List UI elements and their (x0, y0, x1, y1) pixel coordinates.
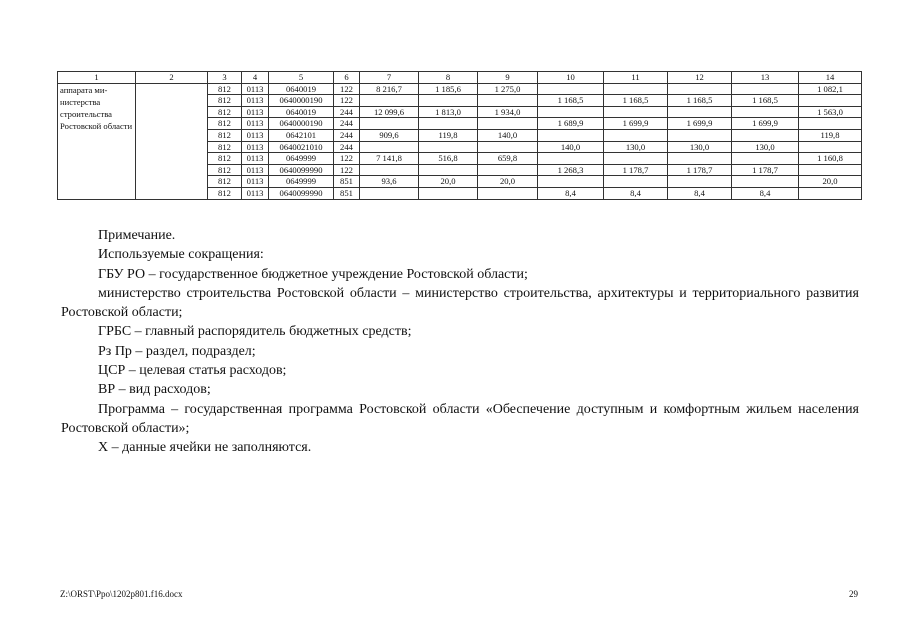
table-cell: 1 178,7 (604, 164, 668, 176)
table-cell (478, 187, 538, 199)
column-header: 6 (334, 72, 360, 84)
table-cell (419, 118, 478, 130)
table-cell: 1 168,5 (538, 95, 604, 107)
footer-file-path: Z:\ORST\Ppo\1202p801.f16.docx (60, 589, 183, 599)
note-line: ЦСР – целевая статья расходов; (98, 363, 287, 379)
table-cell (604, 176, 668, 188)
table-cell: 0640099990 (269, 164, 334, 176)
table-cell: 0640019 (269, 106, 334, 118)
table-cell: 1 160,8 (799, 153, 862, 165)
table-cell: 1 178,7 (668, 164, 732, 176)
table-cell: 0113 (242, 118, 269, 130)
table-cell (419, 95, 478, 107)
table-cell: 1 275,0 (478, 83, 538, 95)
table-cell (668, 83, 732, 95)
table-cell: 8 216,7 (360, 83, 419, 95)
notes-section (61, 226, 859, 458)
table-cell (419, 164, 478, 176)
table-cell: 122 (334, 95, 360, 107)
table-cell: 244 (334, 106, 360, 118)
table-cell (478, 141, 538, 153)
table-cell (799, 164, 862, 176)
table-cell: 812 (208, 164, 242, 176)
table-cell: 1 563,0 (799, 106, 862, 118)
table-cell: 1 168,5 (668, 95, 732, 107)
note-line: ГБУ РО – государственное бюджетное учреждение Ростовской области; (98, 266, 528, 282)
table-cell: 0649999 (269, 153, 334, 165)
table-cell: 812 (208, 153, 242, 165)
table-cell: 130,0 (732, 141, 799, 153)
column-header: 9 (478, 72, 538, 84)
table-cell: 0113 (242, 153, 269, 165)
column-header: 13 (732, 72, 799, 84)
table-cell (538, 176, 604, 188)
table-cell: 0640000190 (269, 95, 334, 107)
table-cell (538, 106, 604, 118)
page-number: 29 (849, 589, 858, 599)
table-cell: 0113 (242, 95, 269, 107)
table-cell (478, 164, 538, 176)
table-cell (360, 141, 419, 153)
table-cell: 0640000190 (269, 118, 334, 130)
table-cell (604, 153, 668, 165)
table-cell: 20,0 (478, 176, 538, 188)
table-cell: 7 141,8 (360, 153, 419, 165)
table-cell (732, 153, 799, 165)
table-cell: 8,4 (732, 187, 799, 199)
table-cell: 8,4 (538, 187, 604, 199)
note-line: ГРБС – главный распорядитель бюджетных средств; (98, 324, 412, 340)
table-cell: 0113 (242, 129, 269, 141)
table-cell: 812 (208, 141, 242, 153)
table-cell: 812 (208, 187, 242, 199)
table-cell: 12 099,6 (360, 106, 419, 118)
table-cell: 244 (334, 129, 360, 141)
table-cell: 122 (334, 83, 360, 95)
table-cell: 244 (334, 141, 360, 153)
note-line: Рз Пр – раздел, подраздел; (98, 343, 256, 359)
table-cell: 909,6 (360, 129, 419, 141)
table-cell: 0642101 (269, 129, 334, 141)
column-header: 14 (799, 72, 862, 84)
table-cell: 119,8 (419, 129, 478, 141)
table-cell: 244 (334, 118, 360, 130)
column-header: 3 (208, 72, 242, 84)
table-cell: 122 (334, 164, 360, 176)
table-cell: 122 (334, 153, 360, 165)
table-cell: 130,0 (668, 141, 732, 153)
table-cell: 20,0 (799, 176, 862, 188)
table-cell (799, 187, 862, 199)
table-cell (604, 106, 668, 118)
table-cell: 93,6 (360, 176, 419, 188)
table-row (58, 83, 862, 95)
table-cell: 0113 (242, 83, 269, 95)
table-cell (668, 129, 732, 141)
table-cell: 659,8 (478, 153, 538, 165)
table-cell (799, 95, 862, 107)
table-cell: 1 699,9 (604, 118, 668, 130)
table-cell: 8,4 (668, 187, 732, 199)
empty-column-2-cell (136, 83, 208, 199)
table-cell: 0113 (242, 164, 269, 176)
table-cell (668, 106, 732, 118)
table-cell: 0640099990 (269, 187, 334, 199)
table-cell (604, 83, 668, 95)
table-cell (538, 83, 604, 95)
note-line: Программа – государственная программа Ростовской области «Обеспечение доступным и комфортным жильем населения Ростовской области»; (61, 401, 859, 436)
table-cell: 1 082,1 (799, 83, 862, 95)
table-cell: 1 689,9 (538, 118, 604, 130)
table-cell (360, 95, 419, 107)
table-cell: 8,4 (604, 187, 668, 199)
table-cell: 812 (208, 106, 242, 118)
budget-table (57, 71, 862, 200)
table-cell: 851 (334, 176, 360, 188)
table-cell: 1 168,5 (732, 95, 799, 107)
table-cell: 0113 (242, 106, 269, 118)
note-line: ВР – вид расходов; (98, 382, 211, 398)
table-cell: 0640021010 (269, 141, 334, 153)
table-cell (360, 118, 419, 130)
table-cell (478, 118, 538, 130)
table-cell: 1 813,0 (419, 106, 478, 118)
table-cell: 1 168,5 (604, 95, 668, 107)
table-cell: 812 (208, 129, 242, 141)
table-cell (419, 141, 478, 153)
table-cell: 812 (208, 83, 242, 95)
table-cell (732, 83, 799, 95)
table-cell: 1 268,3 (538, 164, 604, 176)
table-cell: 130,0 (604, 141, 668, 153)
table-cell: 1 178,7 (732, 164, 799, 176)
table-cell (668, 153, 732, 165)
table-cell: 812 (208, 95, 242, 107)
table-cell: 851 (334, 187, 360, 199)
column-header: 4 (242, 72, 269, 84)
table-cell (732, 129, 799, 141)
column-header: 1 (58, 72, 136, 84)
table-cell: 1 934,0 (478, 106, 538, 118)
table-cell: 0113 (242, 176, 269, 188)
table-cell (799, 141, 862, 153)
organization-name-cell: аппарата ми-нистерства строительства Ростовской области (58, 83, 136, 199)
table-cell: 1 185,6 (419, 83, 478, 95)
note-line: министерство строительства Ростовской области – министерство строительства, архитектуры и территориального развития Ростовской области; (61, 285, 859, 321)
table-cell (732, 106, 799, 118)
table-header-row (58, 72, 862, 84)
table-cell (604, 129, 668, 141)
table-cell (478, 95, 538, 107)
note-line: Х – данные ячейки не заполняются. (98, 440, 312, 456)
table-cell: 0649999 (269, 176, 334, 188)
table-cell (360, 164, 419, 176)
column-header: 10 (538, 72, 604, 84)
column-header: 8 (419, 72, 478, 84)
table-cell: 0113 (242, 187, 269, 199)
note-line: Используемые сокращения: (98, 247, 264, 263)
column-header: 7 (360, 72, 419, 84)
table-cell: 516,8 (419, 153, 478, 165)
table-cell: 812 (208, 176, 242, 188)
column-header: 11 (604, 72, 668, 84)
table-cell (799, 118, 862, 130)
table-cell: 140,0 (538, 141, 604, 153)
table-cell (538, 153, 604, 165)
table-cell: 0113 (242, 141, 269, 153)
table-cell: 1 699,9 (732, 118, 799, 130)
note-line: Примечание. (98, 228, 176, 243)
table-cell (732, 176, 799, 188)
table-cell (360, 187, 419, 199)
table-cell: 812 (208, 118, 242, 130)
column-header: 2 (136, 72, 208, 84)
table-cell: 140,0 (478, 129, 538, 141)
table-cell (419, 187, 478, 199)
table-cell (538, 129, 604, 141)
column-header: 5 (269, 72, 334, 84)
table-cell: 1 699,9 (668, 118, 732, 130)
table-cell (668, 176, 732, 188)
table-cell: 20,0 (419, 176, 478, 188)
column-header: 12 (668, 72, 732, 84)
table-cell: 119,8 (799, 129, 862, 141)
table-cell: 0640019 (269, 83, 334, 95)
